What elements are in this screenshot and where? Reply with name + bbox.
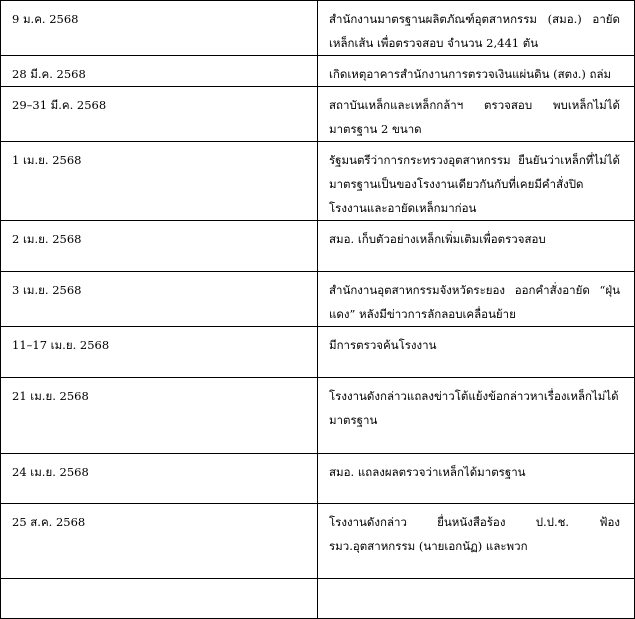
event-cell: สถาบันเหล็กและเหล็กกล้าฯ ตรวจสอบ พบเหล็กไม่ได้มาตรฐาน 2 ขนาด [318,87,635,142]
event-cell: สมอ. เก็บตัวอย่างเหล็กเพิ่มเติมเพื่อตรวจสอบ [318,221,635,272]
event-cell: มีการตรวจค้นโรงงาน [318,327,635,378]
table-row [1,454,635,504]
event-cell: สมอ. แถลงผลตรวจว่าเหล็กได้มาตรฐาน [318,454,635,504]
event-cell: สำนักงานอุตสาหกรรมจังหวัดระยอง ออกคำสั่งอายัด “ฝุ่นแดง” หลังมีข่าวการลักลอบเคลื่อนย้าย [318,272,635,327]
table-row [1,378,635,454]
event-cell: สำนักงานมาตรฐานผลิตภัณฑ์อุตสาหกรรม (สมอ.) อายัดเหล็กเส้น เพื่อตรวจสอบ จำนวน 2,441 ตัน [318,1,635,56]
date-cell: 3 เม.ย. 2568 [1,272,318,327]
event-cell: โรงงานดังกล่าวแถลงข่าวโต้แย้งข้อกล่าวหาเรื่องเหล็กไม่ได้มาตรฐาน [318,378,635,454]
table-row [1,579,635,619]
date-cell: 1 เม.ย. 2568 [1,142,318,221]
table-row [1,1,635,56]
date-cell: 25 ส.ค. 2568 [1,504,318,579]
table-row [1,504,635,579]
event-cell: รัฐมนตรีว่าการกระทรวงอุตสาหกรรม ยืนยันว่าเหล็กที่ไม่ได้มาตรฐานเป็นของโรงงานเดียวกันกับที่เคยมีคำสั่งปิดโรงงานและอายัดเหล็กมาก่อน [318,142,635,221]
table-row [1,272,635,327]
table-row [1,327,635,378]
date-cell: 2 เม.ย. 2568 [1,221,318,272]
date-cell: 11–17 เม.ย. 2568 [1,327,318,378]
date-cell: 24 เม.ย. 2568 [1,454,318,504]
event-cell: โรงงานดังกล่าว ยื่นหนังสือร้อง ป.ป.ช. ฟ้อง รมว.อุตสาหกรรม (นายเอกนัฏ) และพวก [318,504,635,579]
table-row [1,87,635,142]
date-cell: 21 เม.ย. 2568 [1,378,318,454]
event-cell [318,579,635,619]
date-cell: 28 มี.ค. 2568 [1,56,318,87]
date-cell [1,579,318,619]
table-row [1,56,635,87]
table-row [1,221,635,272]
event-cell: เกิดเหตุอาคารสำนักงานการตรวจเงินแผ่นดิน (สตง.) ถล่ม [318,56,635,87]
date-cell: 29–31 มี.ค. 2568 [1,87,318,142]
table-row [1,142,635,221]
date-cell: 9 ม.ค. 2568 [1,1,318,56]
